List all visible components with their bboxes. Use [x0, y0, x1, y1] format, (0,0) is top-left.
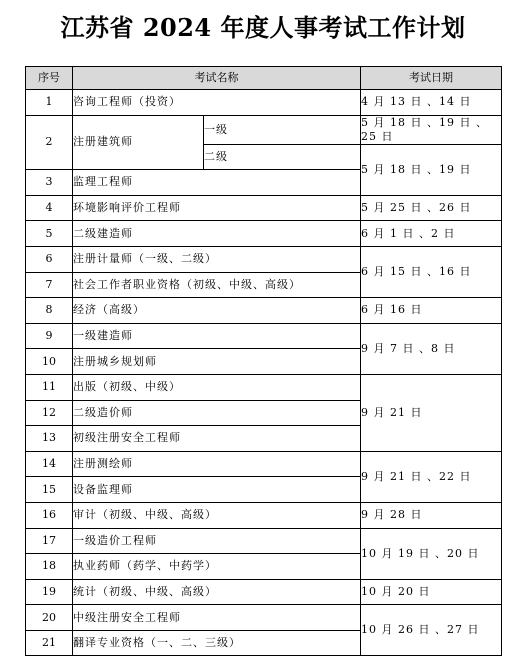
table-row: [26, 374, 502, 400]
exam-date: 10 月 19 日 、20 日: [361, 528, 502, 579]
exam-date: 5 月 18 日 、19 日 、25 日: [361, 115, 502, 144]
exam-name: 翻译专业资格（一、二、三级）: [73, 630, 361, 656]
exam-name: 经济（高级）: [73, 298, 361, 324]
row-seq: 9: [26, 323, 73, 349]
row-seq: 8: [26, 298, 73, 324]
exam-name: 环境影响评价工程师: [73, 195, 361, 221]
row-seq: 5: [26, 221, 73, 247]
exam-name: 一级造价工程师: [73, 528, 361, 554]
table-row: [26, 323, 502, 349]
exam-name: 社会工作者职业资格（初级、中级、高级）: [73, 272, 361, 298]
exam-name: 咨询工程师（投资）: [73, 90, 361, 116]
exam-name: 中级注册安全工程师: [73, 605, 361, 631]
row-seq: 6: [26, 246, 73, 272]
row-seq: 16: [26, 502, 73, 528]
exam-level: 一级: [204, 115, 361, 144]
table-row: [26, 605, 502, 631]
exam-name: 初级注册安全工程师: [73, 426, 361, 452]
header-name: 考试名称: [73, 67, 361, 90]
exam-date: 9 月 7 日 、8 日: [361, 323, 502, 374]
header-row: [26, 67, 502, 90]
exam-name: 注册建筑师: [73, 115, 204, 170]
exam-name: 监理工程师: [73, 170, 361, 196]
exam-date: 6 月 15 日 、16 日: [361, 246, 502, 297]
exam-name: 审计（初级、中级、高级）: [73, 502, 361, 528]
exam-schedule-table: [25, 66, 502, 656]
exam-date: 10 月 26 日 、27 日: [361, 605, 502, 656]
table-row: [26, 221, 502, 247]
exam-level: 二级: [204, 144, 361, 170]
header-date: 考试日期: [361, 67, 502, 90]
row-seq: 4: [26, 195, 73, 221]
row-seq: 17: [26, 528, 73, 554]
exam-date: 5 月 25 日 、26 日: [361, 195, 502, 221]
header-seq: 序号: [26, 67, 73, 90]
table-row: [26, 246, 502, 272]
exam-date: 9 月 28 日: [361, 502, 502, 528]
exam-name: 一级建造师: [73, 323, 361, 349]
exam-name: 执业药师（药学、中药学）: [73, 554, 361, 580]
row-seq: 7: [26, 272, 73, 298]
table-row: [26, 579, 502, 605]
table-row: [26, 528, 502, 554]
row-seq: 21: [26, 630, 73, 656]
exam-name: 二级造价师: [73, 400, 361, 426]
row-seq: 20: [26, 605, 73, 631]
row-seq: 1: [26, 90, 73, 116]
exam-date: 6 月 16 日: [361, 298, 502, 324]
row-seq: 10: [26, 349, 73, 375]
row-seq: 2: [26, 115, 73, 170]
page-title: 江苏省 2024 年度人事考试工作计划: [60, 13, 466, 42]
table-row: [26, 298, 502, 324]
row-seq: 11: [26, 374, 73, 400]
table-row: [26, 451, 502, 477]
table-row: [26, 502, 502, 528]
row-seq: 19: [26, 579, 73, 605]
exam-date: 9 月 21 日: [361, 374, 502, 451]
exam-name: 统计（初级、中级、高级）: [73, 579, 361, 605]
row-seq: 15: [26, 477, 73, 503]
exam-name: 注册测绘师: [73, 451, 361, 477]
exam-name: 注册城乡规划师: [73, 349, 361, 375]
row-seq: 18: [26, 554, 73, 580]
table-row: [26, 195, 502, 221]
row-seq: 3: [26, 170, 73, 196]
exam-date: 9 月 21 日 、22 日: [361, 451, 502, 502]
exam-name: 二级建造师: [73, 221, 361, 247]
table-row: [26, 90, 502, 116]
exam-name: 注册计量师（一级、二级）: [73, 246, 361, 272]
exam-date: 6 月 1 日 、2 日: [361, 221, 502, 247]
exam-name: 出版（初级、中级）: [73, 374, 361, 400]
exam-date: 4 月 13 日 、14 日: [361, 90, 502, 116]
row-seq: 14: [26, 451, 73, 477]
exam-date: 10 月 20 日: [361, 579, 502, 605]
exam-name: 设备监理师: [73, 477, 361, 503]
row-seq: 13: [26, 426, 73, 452]
table-row: [26, 115, 502, 144]
row-seq: 12: [26, 400, 73, 426]
exam-date: 5 月 18 日 、19 日: [361, 144, 502, 195]
